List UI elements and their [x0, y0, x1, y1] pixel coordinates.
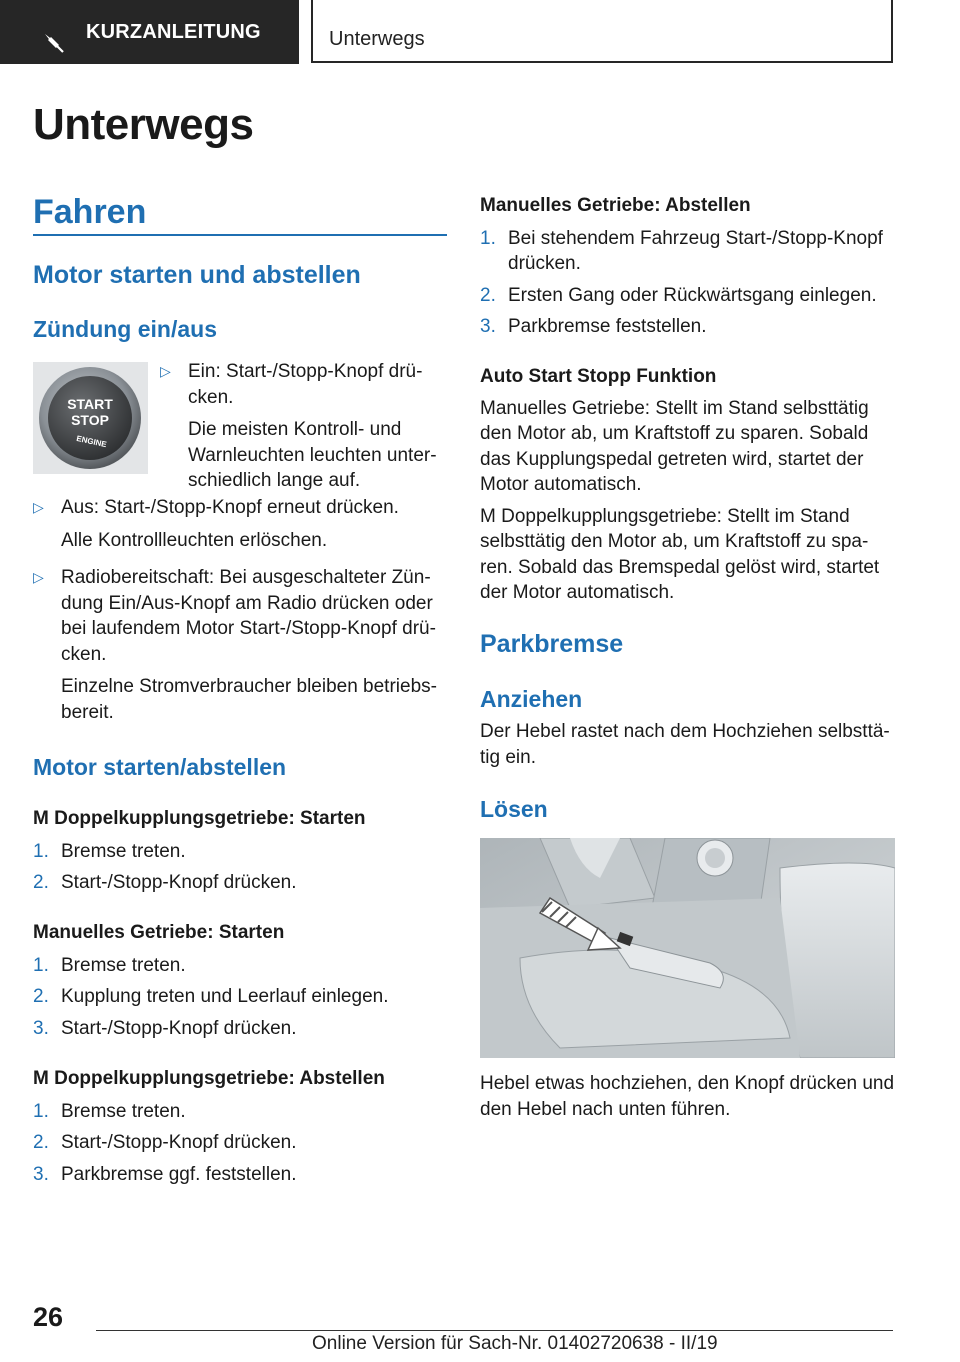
list-item: 1. Bremse treten. [33, 954, 186, 976]
group-title: M Doppelkupplungsgetriebe: Starten [33, 808, 366, 829]
parking-brake-image [480, 838, 895, 1058]
auto-title: Auto Start Stopp Funktion [480, 366, 717, 387]
list-item: ▷ Ein: Start-/Stopp-Knopf drü-cken. Die meisten Kontroll- und Warnleuchten leuchten unter-schiedlich lange auf. [160, 361, 437, 491]
heading-parkbremse: Parkbremse [480, 630, 624, 658]
image-text-stop: STOP [71, 412, 109, 428]
heading-loesen: Lösen [480, 796, 548, 822]
list-item: 2. Kupplung treten und Leerlauf einlegen. [33, 986, 389, 1007]
heading-rule [33, 234, 447, 236]
header-section-tab[interactable] [0, 0, 299, 64]
group-title: M Doppelkupplungsgetriebe: Abstellen [33, 1068, 385, 1089]
header-section-label: KURZANLEITUNG [86, 21, 261, 43]
pin-icon [42, 31, 66, 53]
list-item: 1. Bremse treten. [33, 840, 186, 862]
list-item: 2. Ersten Gang oder Rückwärtsgang einlegen. [480, 284, 877, 306]
triangle-bullet-icon: ▷ [160, 363, 171, 379]
list-item: 2. Start-/Stopp-Knopf drücken. [33, 872, 297, 893]
bullet-list-aus [33, 495, 448, 725]
list-item: ▷ Aus: Start-/Stopp-Knopf erneut drücken. Alle Kontrollleuchten erlöschen. [33, 497, 399, 551]
auto-paragraph-2: M Doppelkupplungsgetriebe: Stellt im Stand selbsttätig den Motor ab, um Kraftstoff zu spa-ren. Sobald das Bremspedal gelöst wird, startet der Motor automatisch. [480, 505, 880, 603]
steps-group-2 [33, 920, 448, 1047]
list-item: 1. Bei stehendem Fahrzeug Start-/Stopp-Knopf drücken. [480, 227, 883, 274]
triangle-bullet-icon: ▷ [33, 569, 44, 585]
steps-group-right [480, 193, 895, 346]
loesen-text: Hebel etwas hochziehen, den Knopf drücken und den Hebel nach unten führen. [480, 1073, 895, 1120]
steps-group-3 [33, 1066, 448, 1193]
heading-fahren: Fahren [33, 193, 147, 231]
heading-starten: Motor starten/abstellen [33, 754, 287, 780]
list-item: 1. Bremse treten. [33, 1100, 186, 1122]
header-chapter-tab[interactable] [311, 0, 893, 63]
heading-zuendung: Zündung ein/aus [33, 316, 217, 342]
page-number: 26 [33, 1302, 64, 1332]
triangle-bullet-icon: ▷ [33, 499, 44, 515]
auto-start-stopp-section [480, 364, 895, 606]
list-item: 3. Parkbremse ggf. feststellen. [33, 1163, 297, 1185]
anziehen-text: Der Hebel rastet nach dem Hochziehen selbsttä-tig ein. [480, 721, 890, 768]
header-chapter-label: Unterwegs [329, 28, 425, 50]
auto-paragraph-1: Manuelles Getriebe: Stellt im Stand selbsttätig den Motor ab, um Kraftstoff zu sparen. Sobald das Kupplungspedal getreten wird, startet der Motor automatisch. [480, 397, 869, 495]
list-item: ▷ Radiobereitschaft: Bei ausgeschalteter Zün-dung Ein/Aus-Knopf am Radio drücken oder bei laufendem Motor Start-/Stopp-Knopf drü-cken. Einzelne Stromverbraucher bleiben betriebs-bereit. [33, 567, 437, 723]
group-title: Manuelles Getriebe: Starten [33, 922, 285, 943]
group-title: Manuelles Getriebe: Abstellen [480, 195, 751, 216]
footer-version-text: Online Version für Sach-Nr. 01402720638 - II/19 [312, 1333, 718, 1354]
list-item: 3. Start-/Stopp-Knopf drücken. [33, 1017, 297, 1039]
image-text-start: START [67, 396, 113, 412]
list-item: 2. Start-/Stopp-Knopf drücken. [33, 1132, 297, 1153]
heading-motor: Motor starten und abstellen [33, 261, 361, 289]
page-title: Unterwegs [33, 100, 254, 149]
footer-rule [96, 1330, 893, 1331]
bullet-list-ein [160, 359, 450, 494]
heading-anziehen: Anziehen [480, 686, 583, 712]
steps-group-1 [33, 806, 448, 902]
list-item: 3. Parkbremse feststellen. [480, 316, 707, 337]
start-stop-button-image [33, 362, 148, 474]
image-text-engine: ENGINE [75, 433, 108, 450]
